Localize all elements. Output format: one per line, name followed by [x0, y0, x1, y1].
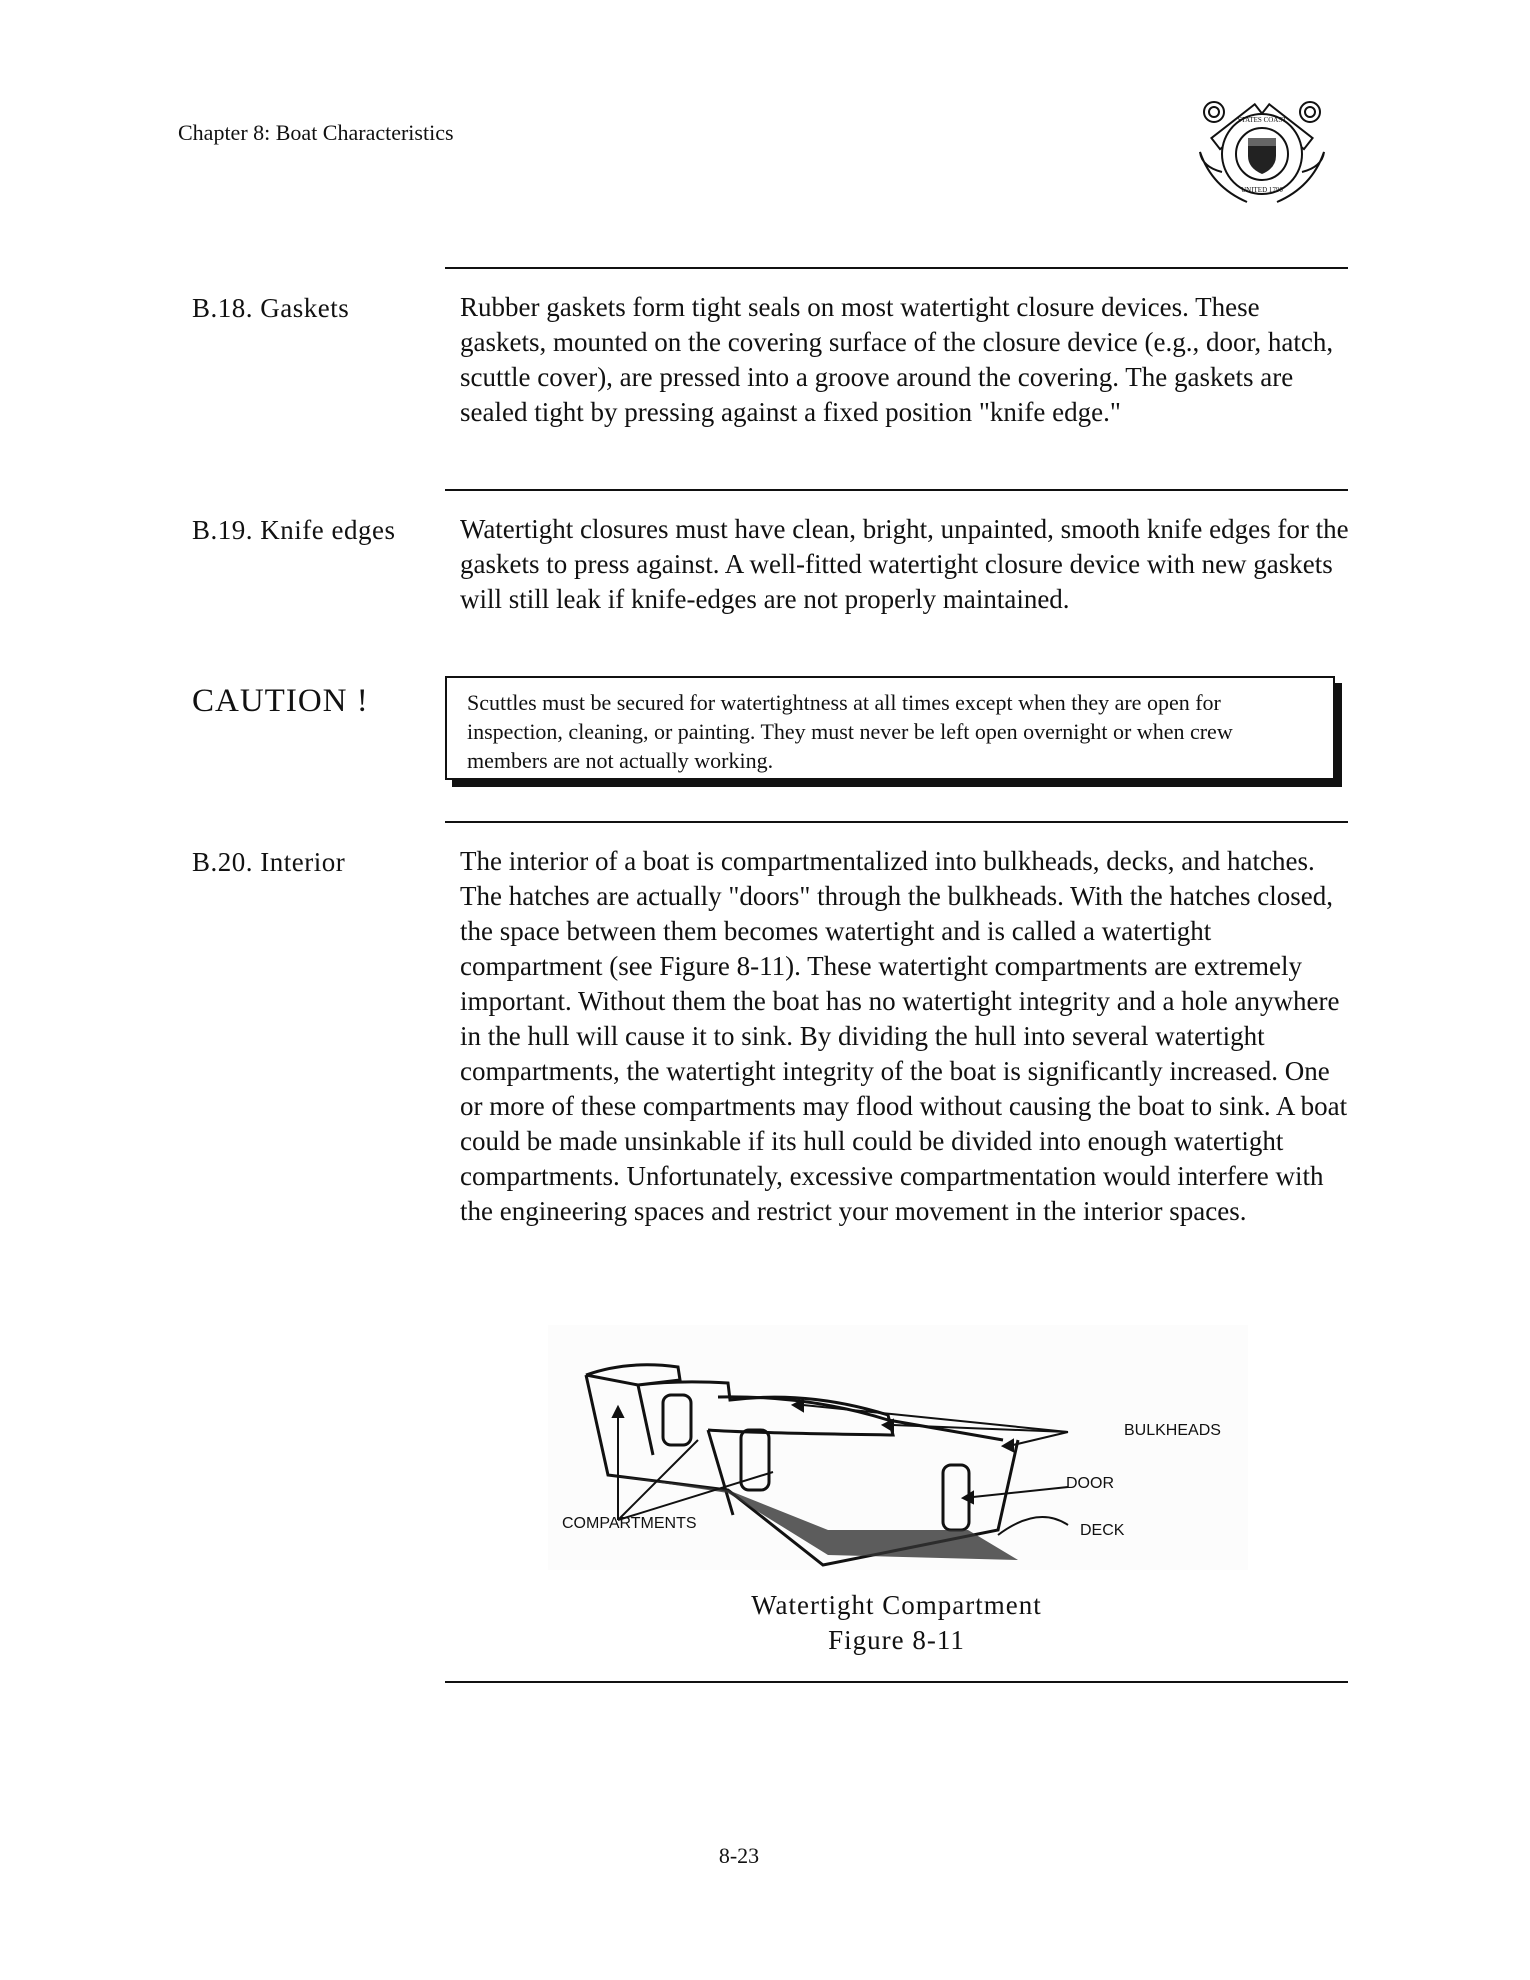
boat-compartment-diagram-icon	[548, 1325, 1248, 1570]
section-divider	[445, 1681, 1348, 1683]
section-label-gaskets: B.18. Gaskets	[192, 293, 350, 323]
figure-label-compartments: COMPARTMENTS	[562, 1515, 697, 1532]
section-body-gaskets: Rubber gaskets form tight seals on most watertight closure devices. These gaskets, mounted on the covering surface of the closure device (e.g., door, hatch, scuttle cover), are pressed into a groove around the covering. The gaskets are sealed tight by pressing against a fixed position "knife edge."	[460, 292, 1334, 427]
caution-label: CAUTION !	[192, 683, 369, 719]
watertight-compartment-figure	[548, 1325, 1248, 1570]
figure-label-bulkheads: BULKHEADS	[1124, 1422, 1221, 1439]
chapter-header: Chapter 8: Boat Characteristics	[178, 120, 454, 145]
us-coast-guard-emblem-icon	[1192, 92, 1332, 217]
figure-caption-title: Watertight Compartment	[751, 1590, 1042, 1620]
figure-label-door: DOOR	[1066, 1475, 1114, 1492]
section-body-interior: The interior of a boat is compartmentalized into bulkheads, decks, and hatches. The hatches are actually "doors" through the bulkheads. With the hatches closed, the space between them becomes watertight and is called a watertight compartment (see Figure 8-11). These watertight compartments are extremely important. Without them the boat has no watertight integrity and a hole anywhere in the hull will cause it to sink. By dividing the hull into several watertight compartments, the watertight integrity of the boat is significantly increased. One or more of these compartments may flood without causing the boat to sink. A boat could be made unsinkable if its hull could be divided into enough watertight compartments. Unfortunately, excessive compartmentation would interfere with the engineering spaces and restrict your movement in the interior spaces.	[460, 846, 1348, 1226]
caution-text: Scuttles must be secured for watertightness at all times except when they are open for inspection, cleaning, or painting. They must never be left open overnight or when crew members are not actually working.	[467, 690, 1233, 773]
svg-text:STATES COAST: STATES COAST	[1237, 116, 1287, 124]
section-divider	[445, 821, 1348, 823]
figure-caption-number: Figure 8-11	[828, 1625, 965, 1655]
section-label-interior: B.20. Interior	[192, 847, 346, 877]
figure-label-deck: DECK	[1080, 1522, 1125, 1539]
svg-text:UNITED 1790: UNITED 1790	[1241, 186, 1283, 194]
section-body-knife-edges: Watertight closures must have clean, bright, unpainted, smooth knife edges for the gaskets to press against. A well-fitted watertight closure device with new gaskets will still leak if knife-edges are not properly maintained.	[460, 514, 1349, 614]
section-divider	[445, 489, 1348, 491]
page-number: 8-23	[718, 1843, 760, 1868]
section-label-knife-edges: B.19. Knife edges	[192, 515, 396, 545]
caution-box	[445, 676, 1335, 780]
section-divider	[445, 267, 1348, 269]
